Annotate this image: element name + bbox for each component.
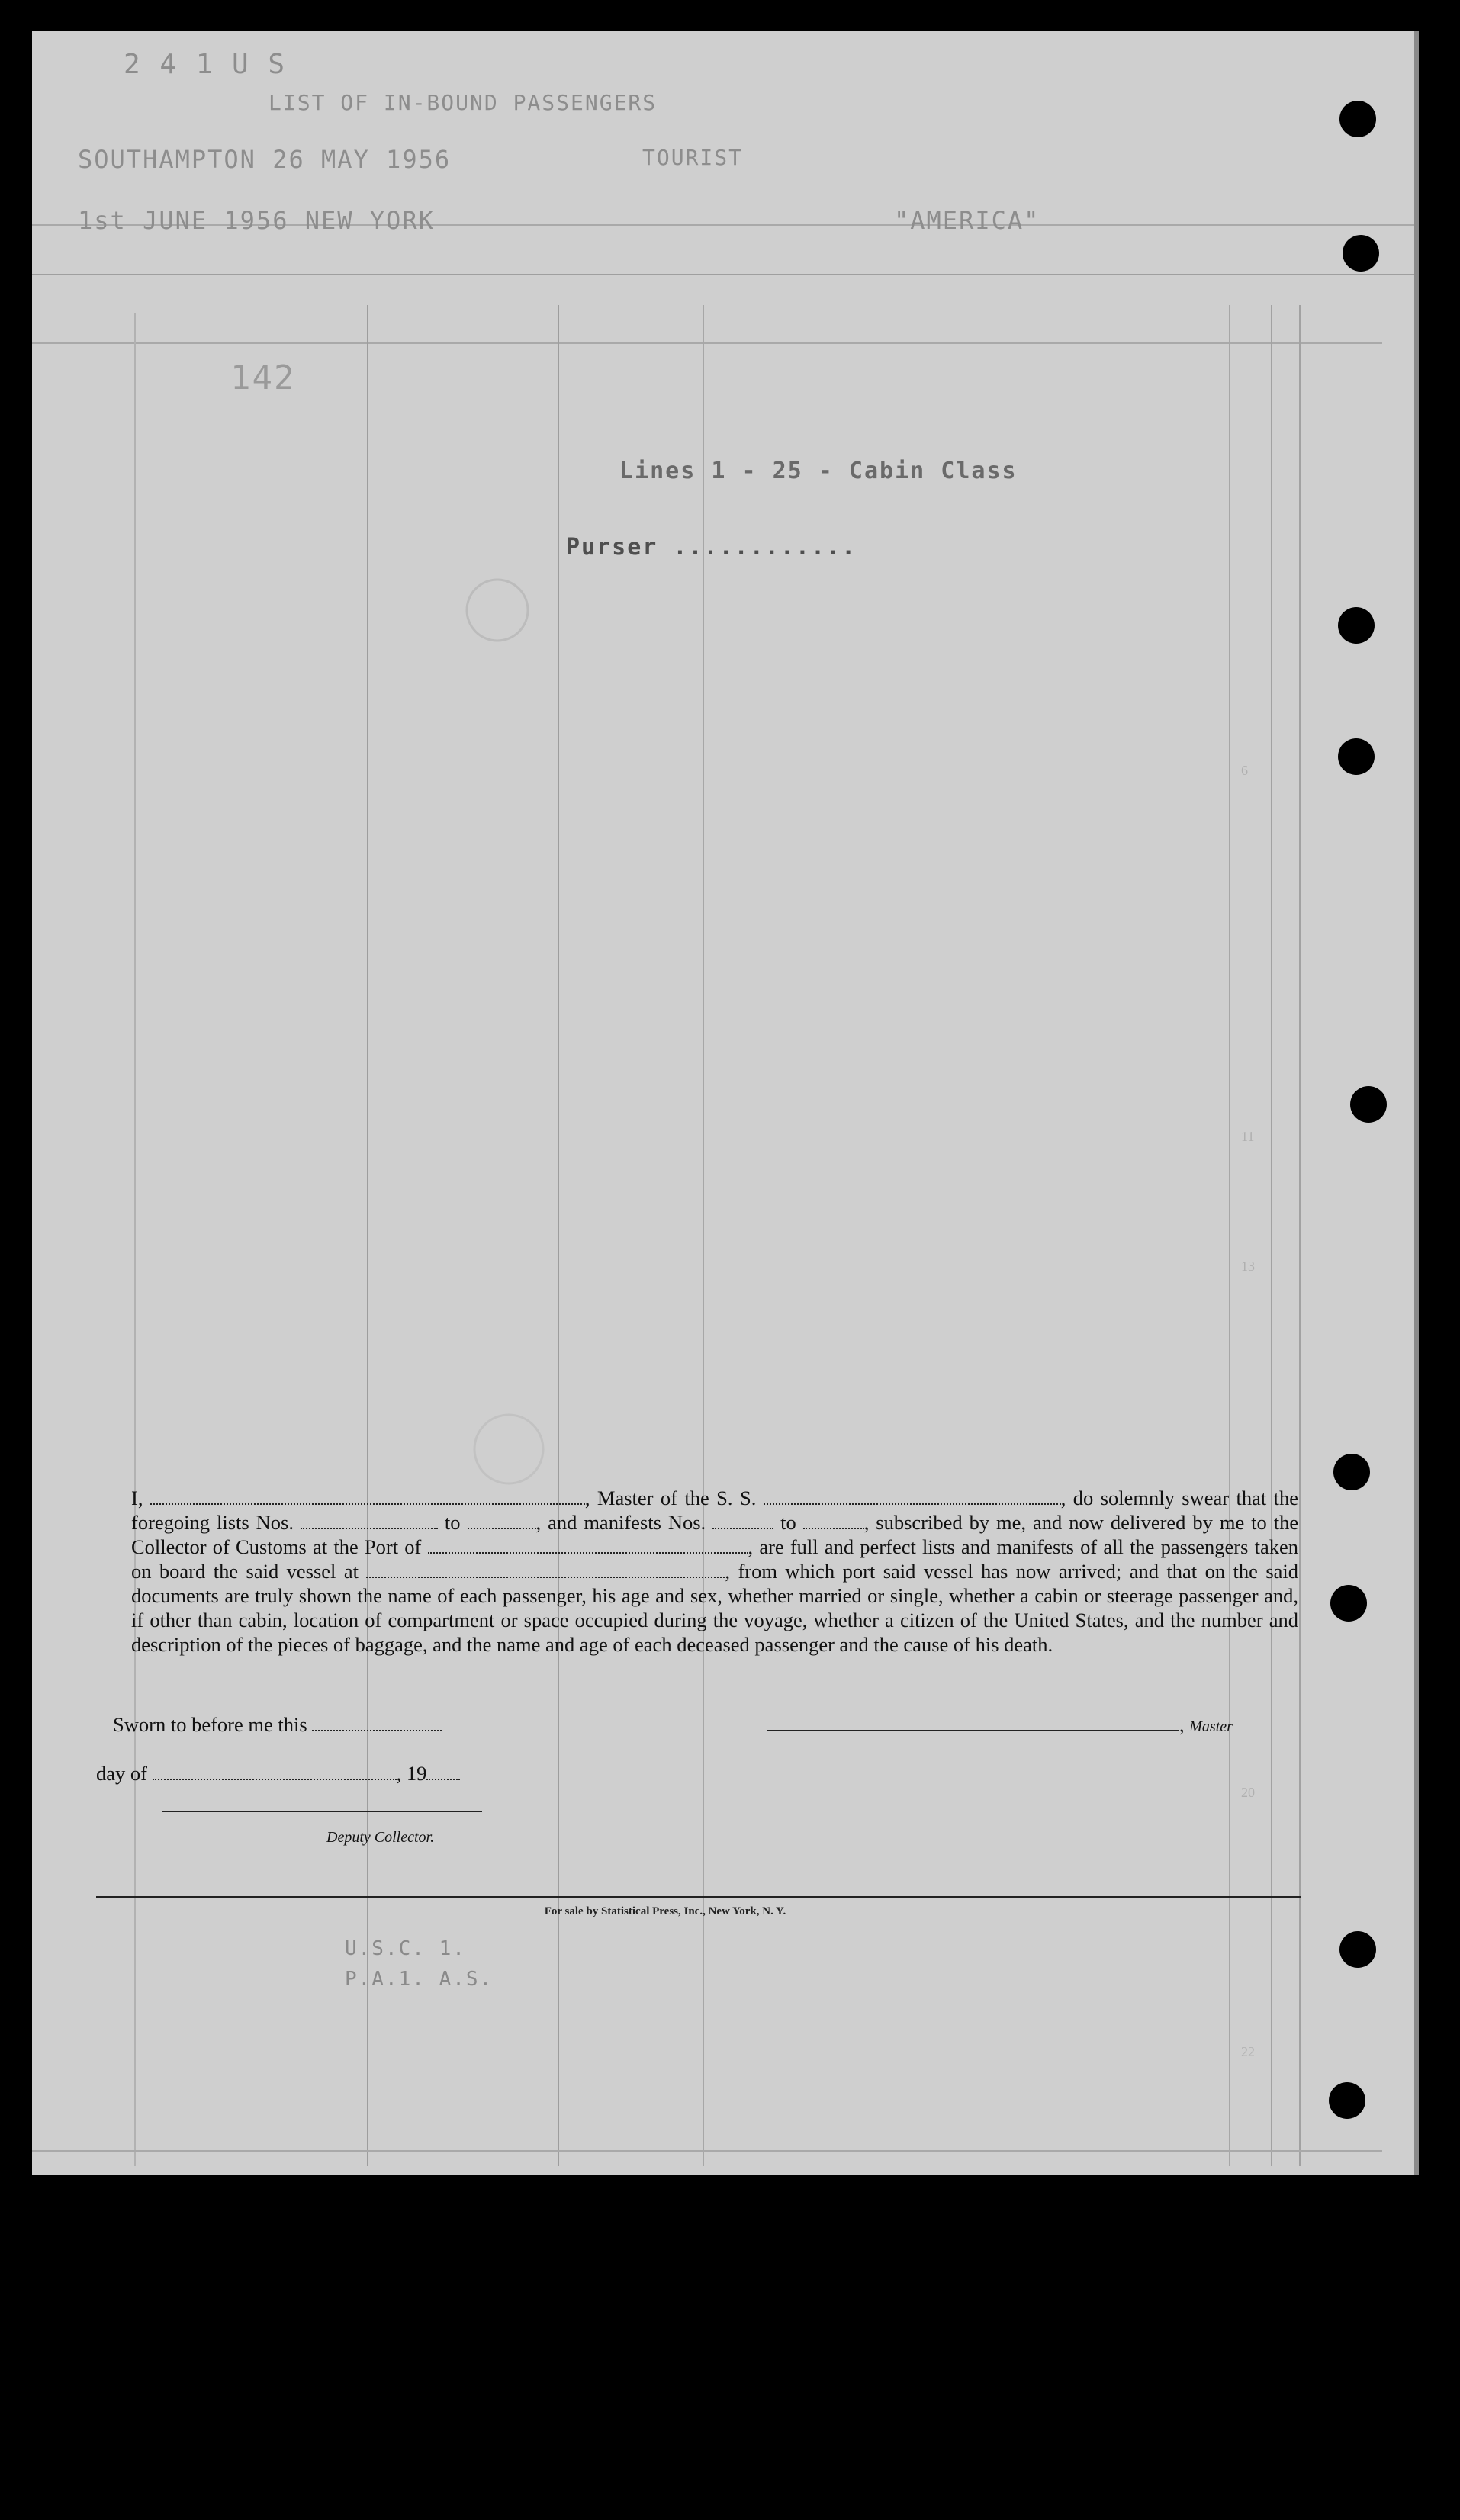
punch-hole <box>1339 101 1376 137</box>
punch-hole <box>1338 738 1375 775</box>
row-number: 13 <box>1241 1258 1255 1274</box>
oath-subscribed: , subscribed by me, and now <box>863 1511 1104 1534</box>
oath-delivered: delivered by me to the Collector of Customs at the Port of <box>131 1511 1299 1558</box>
faded-list-number: 2 4 1 U S <box>124 49 287 80</box>
faded-endorsement: P.A.1. A.S. <box>345 1968 494 1991</box>
oath-and-manifests: , and manifests Nos. <box>535 1511 706 1534</box>
oath-to-2: to <box>780 1511 796 1534</box>
punch-hole <box>1338 607 1375 644</box>
day-of-line <box>96 1762 460 1786</box>
day-of-label: day of <box>96 1762 147 1785</box>
punch-hole <box>1330 1585 1367 1622</box>
faded-form-title: LIST OF IN-BOUND PASSENGERS <box>269 90 658 115</box>
punch-hole <box>1339 1931 1376 1968</box>
typed-lines-note: Lines 1 - 25 - Cabin Class <box>619 458 1018 484</box>
year-prefix: , 19 <box>396 1762 427 1785</box>
faded-handwritten-number: 142 <box>230 358 296 397</box>
row-number: 20 <box>1241 1785 1255 1800</box>
oath-swear: swear that the foregoing lists Nos. <box>131 1487 1299 1534</box>
oath-full-perfect: , are full and perfect lists and <box>748 1535 991 1558</box>
faded-header <box>32 31 1414 397</box>
oath-to-1: to <box>444 1511 461 1534</box>
punch-hole <box>1333 1454 1370 1490</box>
punch-hole <box>1343 235 1379 272</box>
manifest-from-field[interactable] <box>712 1514 773 1529</box>
list-from-field[interactable] <box>301 1514 438 1529</box>
punch-hole <box>1329 2082 1365 2119</box>
sworn-label: Sworn to before me this <box>113 1713 307 1736</box>
master-label: Master <box>1189 1718 1233 1735</box>
master-oath-paragraph <box>131 1486 1298 1657</box>
deputy-collector-label: Deputy Collector. <box>326 1829 435 1846</box>
faded-departure-line: SOUTHAMPTON 26 MAY 1956 <box>78 145 452 174</box>
departure-port-field[interactable] <box>366 1563 725 1578</box>
month-field[interactable] <box>153 1765 397 1780</box>
deputy-signature-line <box>162 1794 482 1818</box>
faded-class: TOURIST <box>642 145 744 170</box>
row-number: 22 <box>1241 2044 1255 2059</box>
vessel-name-field[interactable] <box>764 1490 1061 1505</box>
oath-i: I, <box>131 1487 143 1509</box>
oath-manifests-all: manifests of all the passengers taken on board the said vessel at <box>131 1535 1299 1583</box>
manifest-to-field[interactable] <box>803 1514 864 1529</box>
list-to-field[interactable] <box>468 1514 536 1529</box>
sworn-line <box>113 1713 442 1737</box>
master-name-field[interactable] <box>150 1490 585 1505</box>
faded-vessel-name: "AMERICA" <box>894 206 1040 235</box>
deputy-signature-field[interactable] <box>162 1797 482 1812</box>
faded-arrival-line: 1st JUNE 1956 NEW YORK <box>78 206 435 235</box>
oath-from-which: , from which <box>725 1560 835 1583</box>
oath-solemnly: , do solemnly <box>1060 1487 1175 1509</box>
punch-hole <box>1350 1086 1387 1123</box>
year-field[interactable] <box>426 1765 460 1780</box>
master-signature-field[interactable] <box>767 1716 1179 1731</box>
oath-master-of: , Master of the S. S. <box>584 1487 757 1509</box>
port-field[interactable] <box>428 1538 748 1554</box>
footer-divider <box>96 1896 1301 1898</box>
typed-purser-note: Purser ............ <box>566 534 857 561</box>
master-signature-line: , Master <box>767 1713 1233 1737</box>
printer-note: For sale by Statistical Press, Inc., New York, N. Y. <box>544 1905 786 1917</box>
row-number: 6 <box>1241 763 1248 778</box>
row-number: 11 <box>1241 1129 1255 1144</box>
oath-rest: port said vessel has now arrived; and that on the said documents are truly shown the name of each passenger, his age and sex, whether married or single, whether a cabin or steerage passenger and, if other than cabin, location of compartment or space occupied during the voyage, whether a citizen of the United States, and the number and description of the pieces of baggage, and the name and age of each deceased passenger and the cause of his death. <box>131 1560 1299 1656</box>
faded-endorsement: U.S.C. 1. <box>345 1937 466 1960</box>
manifest-sheet <box>32 31 1419 2175</box>
sworn-date-field[interactable] <box>312 1716 442 1731</box>
